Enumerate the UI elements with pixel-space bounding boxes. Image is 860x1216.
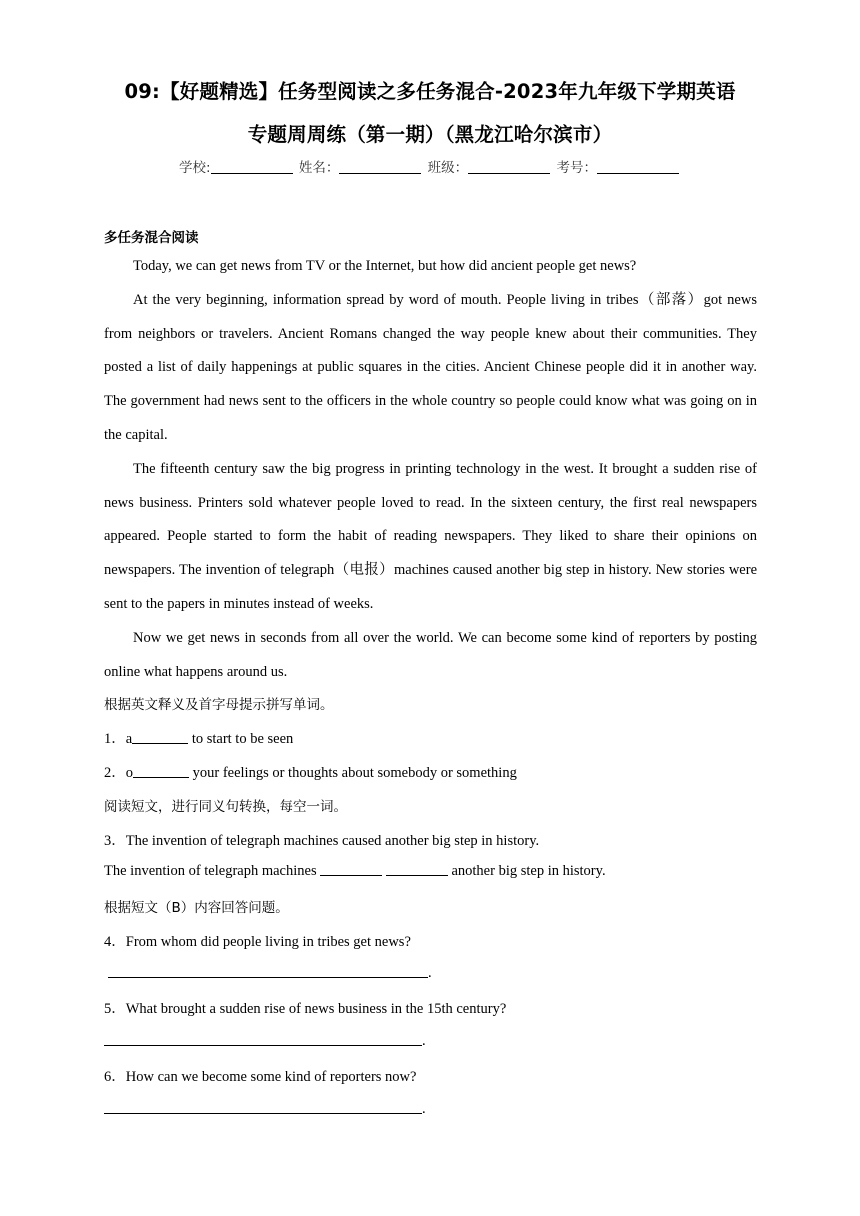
school-label: 学校:	[179, 160, 211, 176]
student-info-row	[0, 156, 860, 176]
exam-number-blank[interactable]	[597, 159, 679, 174]
q2-initial-letter: o	[125, 765, 133, 781]
name-blank[interactable]	[339, 159, 421, 174]
name-label: 姓名：	[298, 160, 340, 176]
q1-initial-letter: a	[125, 731, 133, 747]
question-4: 4．From whom did people living in tribes get news?	[104, 934, 411, 950]
passage-paragraph: The fifteenth century saw the big progress in printing technology in the west. It brought a sudden rise of news business. Printers sold whatever people loved to read. In the sixteen century, the first real newspapers appeared. People started to form the habit of reading newspapers. They liked to share their opinions on newspapers. The invention of telegraph（电报）machines caused another big step in history. New stories were sent to the papers in minutes instead of weeks.	[104, 460, 757, 612]
school-blank[interactable]	[211, 159, 293, 174]
instruction-spelling: 根据英文释义及首字母提示拼写单词。	[104, 697, 334, 713]
q5-answer-line[interactable]: .	[104, 1031, 426, 1050]
question-6: 6．How can we become some kind of reporters now?	[104, 1069, 417, 1085]
q3-answer-blank-1[interactable]	[320, 862, 382, 876]
instruction-answer: 根据短文（B）内容回答问题。	[104, 900, 289, 916]
section-title: 多任务混合阅读	[104, 230, 199, 246]
q3-answer-blank-2[interactable]	[386, 862, 448, 876]
exam-number-label: 考号：	[556, 160, 597, 176]
passage-paragraph: Today, we can get news from TV or the Internet, but how did ancient people get news?	[133, 258, 637, 274]
q1-answer-blank[interactable]	[132, 730, 188, 744]
passage-paragraph: Now we get news in seconds from all over the world. We can become some kind of reporters by posting online what happens around us.	[104, 629, 757, 680]
instruction-rewrite: 阅读短文，进行同义句转换，每空一词。	[104, 799, 347, 815]
page-subtitle: 专题周周练（第一期）（黑龙江哈尔滨市）	[247, 123, 613, 146]
question-3-rewrite: The invention of telegraph machines another big step in history.	[104, 863, 606, 879]
passage-paragraph: At the very beginning, information spread by word of mouth. People living in tribes（部落）got news from neighbors or travelers. Ancient Romans changed the way people knew about their communities. They posted a list of daily happenings at public squares in the cities. Ancient Chinese people did it in another way. The government had news sent to the officers in the whole country so people could know what was going on in the capital.	[104, 291, 757, 443]
question-3: 3．The invention of telegraph machines caused another big step in history.	[104, 833, 540, 849]
class-label: 班级：	[427, 160, 469, 176]
page-title: 09:【好题精选】任务型阅读之多任务混合-2023年九年级下学期英语	[124, 80, 736, 103]
question-1: 1．a to start to be seen	[104, 731, 294, 747]
q4-answer-line[interactable]: .	[108, 963, 432, 982]
q6-answer-line[interactable]: .	[104, 1099, 426, 1118]
q2-answer-blank[interactable]	[133, 764, 189, 778]
question-2: 2．o your feelings or thoughts about somebody or something	[104, 765, 517, 781]
reading-passage	[104, 250, 757, 689]
question-5: 5．What brought a sudden rise of news business in the 15th century?	[104, 1001, 507, 1017]
class-blank[interactable]	[468, 159, 550, 174]
